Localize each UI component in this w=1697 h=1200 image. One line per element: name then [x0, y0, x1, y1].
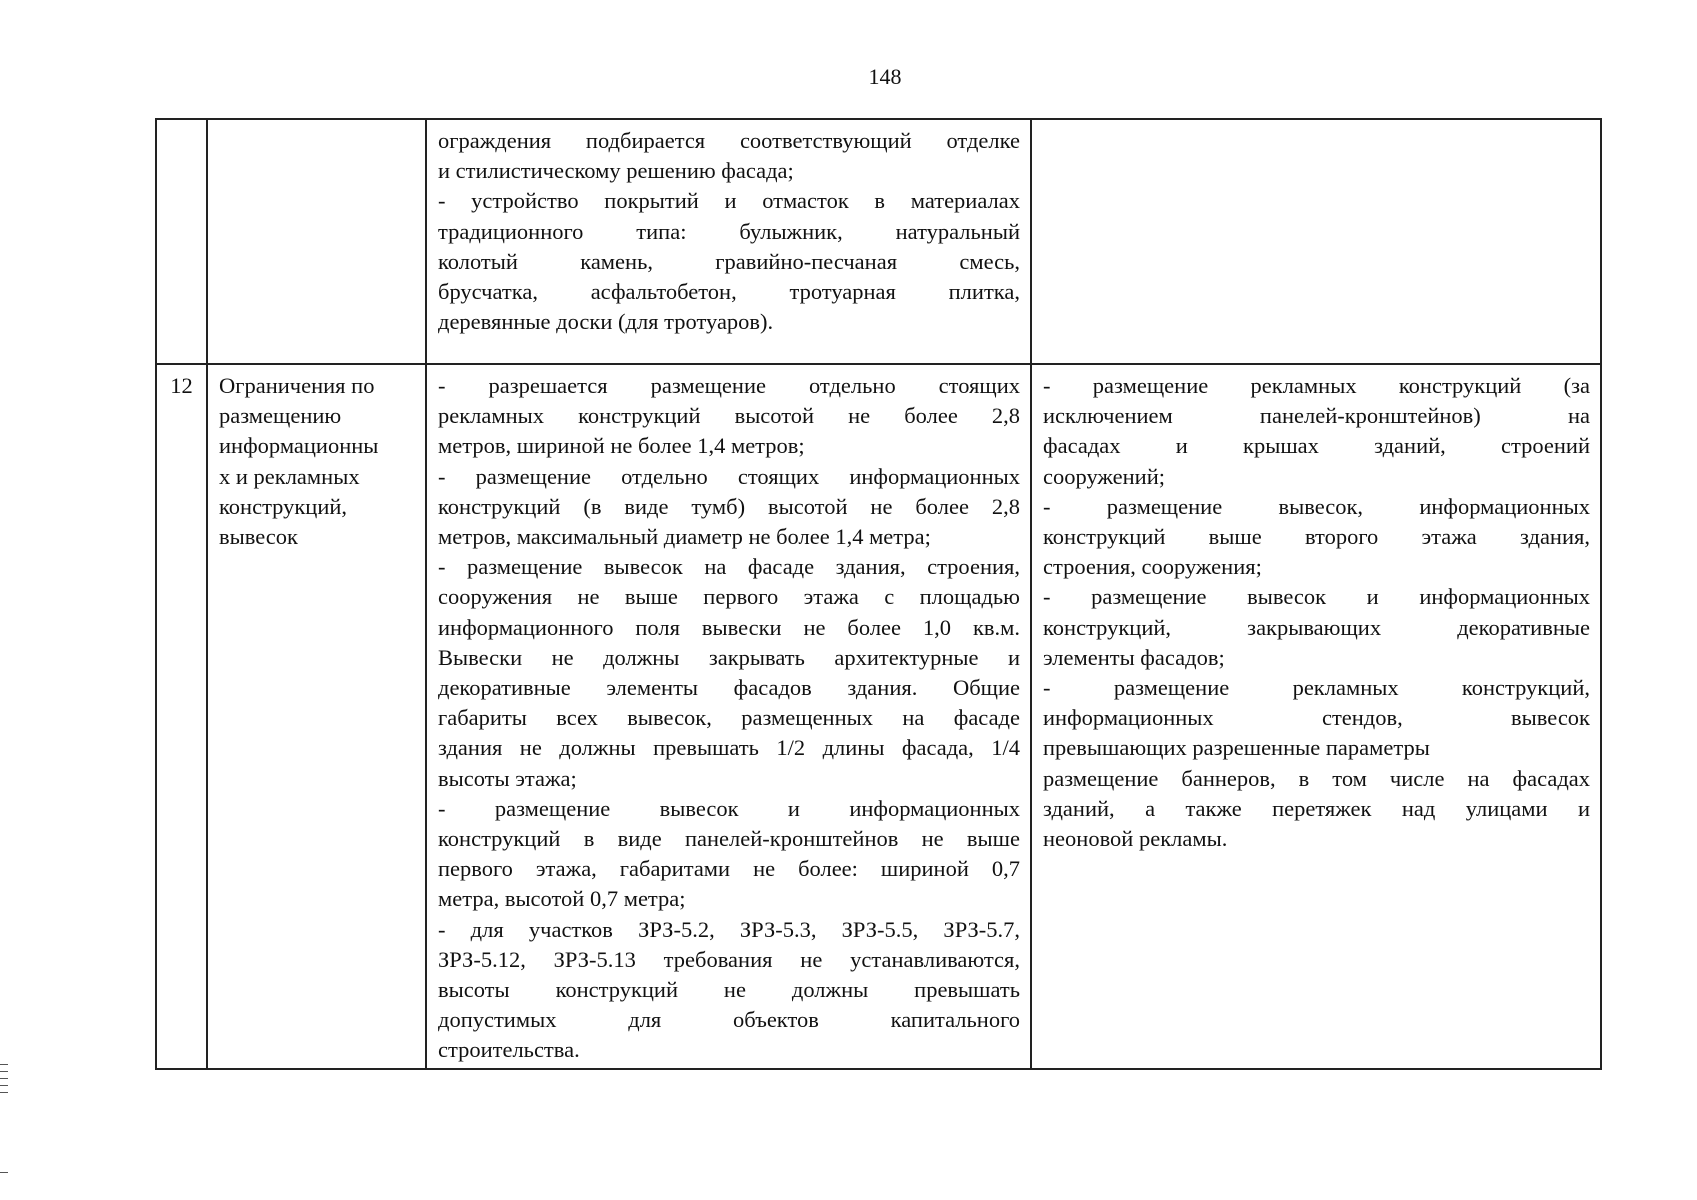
- text-line: размещение баннеров, в том числе на фасадах: [1043, 765, 1590, 791]
- restriction-name-cell: [207, 364, 426, 1069]
- text-line: ЗРЗ-5.12, ЗРЗ-5.13 требования не устанавливаются,: [438, 946, 1020, 972]
- margin-mark: [0, 1085, 8, 1086]
- table-row: [156, 119, 1601, 364]
- text-line: размещению: [219, 403, 342, 429]
- text-line: конструкций выше второго этажа здания,: [1043, 524, 1590, 550]
- text-line: и стилистическому решению фасада;: [438, 158, 794, 184]
- text-line: первого этажа, габаритами не более: шириной 0,7: [438, 856, 1020, 882]
- text-line: метров, шириной не более 1,4 метров;: [438, 433, 805, 459]
- text-line: сооружения не выше первого этажа с площадью: [438, 584, 1020, 610]
- allowed-requirements-cell: [426, 364, 1031, 1069]
- text-line: х и рекламных: [219, 463, 360, 489]
- text-line: декоративные элементы фасадов здания. Общие: [438, 675, 1020, 701]
- text-line: - разрешается размещение отдельно стоящих: [438, 373, 1020, 398]
- text-line: здания не должны превышать 1/2 длины фасада, 1/4: [438, 735, 1020, 761]
- text-line: фасадах и крышах зданий, строений: [1043, 433, 1590, 459]
- text-line: информационны: [219, 433, 379, 459]
- text-line: - устройство покрытий и отмасток в материалах: [438, 188, 1020, 214]
- text-line: - размещение вывесок, информационных: [1043, 493, 1590, 519]
- text-line: строительства.: [438, 1037, 580, 1063]
- text-line: традиционного типа: булыжник, натуральный: [438, 218, 1020, 244]
- table-row: [156, 364, 1601, 1069]
- text-line: зданий, а также перетяжек над улицами и: [1043, 795, 1590, 821]
- text-line: брусчатка, асфальтобетон, тротуарная плитка,: [438, 279, 1020, 305]
- prohibited-requirements-cell: [1031, 364, 1601, 1069]
- allowed-requirements-cell: [426, 119, 1031, 364]
- margin-mark: [0, 1172, 8, 1173]
- text-line: - размещение рекламных конструкций,: [1043, 675, 1590, 701]
- text-line: сооружений;: [1043, 463, 1166, 489]
- text-line: информационных стендов, вывесок: [1043, 705, 1590, 731]
- text-line: Ограничения по: [219, 373, 375, 398]
- margin-mark: [0, 1071, 8, 1072]
- text-line: конструкций в виде панелей-кронштейнов не выше: [438, 826, 1020, 852]
- text-line: деревянные доски (для тротуаров).: [438, 309, 774, 335]
- row-number-cell: 12: [156, 364, 207, 1069]
- text-line: высоты этажа;: [438, 765, 577, 791]
- text-line: вывесок: [219, 524, 298, 550]
- text-line: Вывески не должны закрывать архитектурные и: [438, 644, 1020, 670]
- text-line: - размещение вывесок и информационных: [1043, 584, 1590, 610]
- text-line: неоновой рекламы.: [1043, 826, 1228, 852]
- margin-mark: [0, 1064, 8, 1065]
- margin-mark: [0, 1092, 8, 1093]
- regulations-table: [155, 118, 1602, 1070]
- page-number: 148: [868, 64, 902, 89]
- text-line: - для участков ЗРЗ-5.2, ЗРЗ-5.3, ЗРЗ-5.5, ЗРЗ-5.7,: [438, 916, 1020, 942]
- text-line: конструкций, закрывающих декоративные: [1043, 614, 1590, 640]
- text-line: рекламных конструкций высотой не более 2,8: [438, 403, 1020, 429]
- prohibited-requirements-cell: [1031, 119, 1601, 364]
- row-number-cell: [156, 119, 207, 364]
- restriction-name-cell: [207, 119, 426, 364]
- text-line: ограждения подбирается соответствующий отделке: [438, 128, 1020, 153]
- text-line: допустимых для объектов капитального: [438, 1007, 1020, 1033]
- text-line: - размещение отдельно стоящих информационных: [438, 463, 1020, 489]
- text-line: исключением панелей-кронштейнов) на: [1043, 403, 1590, 429]
- text-line: габариты всех вывесок, размещенных на фасаде: [438, 705, 1020, 731]
- margin-mark: [0, 1078, 8, 1079]
- text-line: конструкций (в виде тумб) высотой не более 2,8: [438, 493, 1020, 519]
- text-line: элементы фасадов;: [1043, 644, 1225, 670]
- text-line: превышающих разрешенные параметры: [1043, 735, 1430, 761]
- text-line: высоты конструкций не должны превышать: [438, 977, 1020, 1003]
- text-line: - размещение вывесок на фасаде здания, строения,: [438, 554, 1020, 580]
- text-line: колотый камень, гравийно-песчаная смесь,: [438, 248, 1020, 274]
- text-line: информационного поля вывески не более 1,0 кв.м.: [438, 614, 1020, 640]
- text-line: - размещение рекламных конструкций (за: [1043, 373, 1590, 398]
- text-line: метра, высотой 0,7 метра;: [438, 886, 686, 912]
- text-line: конструкций,: [219, 493, 348, 519]
- text-line: строения, сооружения;: [1043, 554, 1262, 580]
- text-line: метров, максимальный диаметр не более 1,4 метра;: [438, 524, 931, 550]
- text-line: - размещение вывесок и информационных: [438, 795, 1020, 821]
